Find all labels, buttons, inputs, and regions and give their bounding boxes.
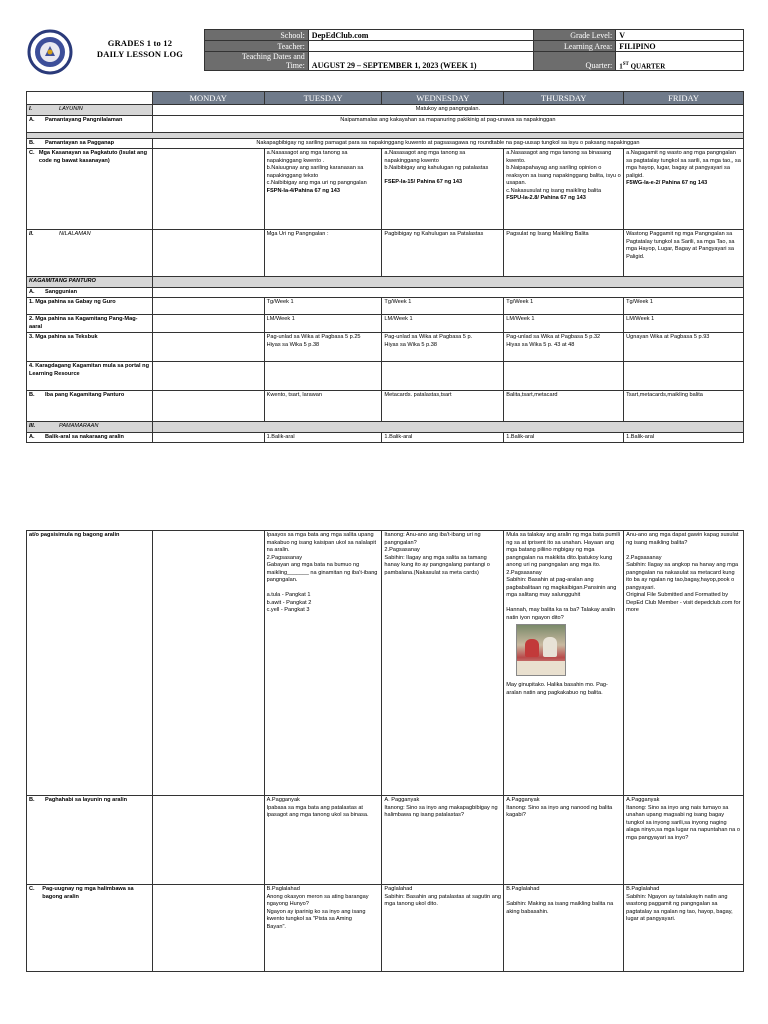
kasanayan-label [27, 149, 153, 230]
kasanayan-friday [624, 149, 744, 230]
kasanayan-friday-text: a.Nagagamit ng wasto ang mga pangngalan sa pagtatalay tungkol sa sarili, sa mga tao,, sa mga hayop, lugar, bagay at pangyayari sa paligid. [626, 150, 741, 179]
paghahabi-thursday: A.Pagganyak Itanong: Sino sa inyo ang nanood ng balita kagabi? [504, 796, 624, 885]
kagamitang-panturo-fill [152, 277, 743, 288]
sanggunian-fill [152, 287, 743, 298]
balik-aral-continuation-row [27, 531, 744, 796]
kasanayan-thursday-text: a.Nasasagot ang mga tanong sa binasang kwento. b.Naipapahayag ang sariling opinion o reaksyon sa isang napakinggang balita, isyu o usapan. c.Nakasusulat ng isang maikling balita [506, 150, 621, 194]
day-tuesday: TUESDAY [264, 92, 382, 105]
sanggunian-label [27, 287, 153, 298]
karagdagang-monday [152, 362, 264, 391]
pag-uugnay-monday [152, 885, 264, 972]
nilalaman-number: II. [29, 231, 34, 237]
pamamaraan-row [27, 422, 744, 433]
teacher-label: Teacher: [205, 41, 309, 52]
balik-aral-label [27, 432, 153, 443]
cont-wednesday: Itanong: Anu-ano ang iba't-ibang uri ng pangngalan? 2.Pagsasanay Sabihin: Ilagay ang mga salita sa tamang hanay kung ito ay pangngalang pantangi o pambalana.(Nakasulat sa meta cards) [382, 531, 504, 796]
paghahabi-tuesday: A.Pagganyak Ipabasa sa mga bata ang patalastas at ipasagot ang mga tanong ukol sa binasa. [264, 796, 382, 885]
cont-monday [152, 531, 264, 796]
teaching-dates-value: AUGUST 29 – SEPTEMBER 1, 2023 (WEEK 1) [308, 52, 534, 71]
nilalaman-tuesday: Mga Uri ng Pangngalan : [264, 230, 382, 277]
kasanayan-monday [152, 149, 264, 230]
pag-uugnay-wednesday: Paglalahad Sabihin: Basahin ang patalastas at sagutin ang mga tanong ukol dito. [382, 885, 504, 972]
row-letter: A. [29, 288, 35, 295]
pamantayang-nilalaman-label [27, 115, 153, 132]
day-header-blank [27, 92, 153, 105]
pag-uugnay-tuesday: B.Paglalahad Anong okasyon meron sa ating barangay ngayong Hunyo? Ngayon ay iparinig ko sa inyo ang isang kwento tungkol sa "Pista sa Aming Bayan". [264, 885, 382, 972]
quarter-text: QUARTER [628, 62, 666, 70]
balik-aral-thursday: 1.Balik-aral [504, 432, 624, 443]
iba-pang-thursday: Balita,tsart,metacard [504, 391, 624, 422]
cont-thursday-text: Mula sa talakay ang aralin ng mga bata pumili ng sa at iprisent ito sa unahan. Hayaan ang mga batang piliino mgbigay ng mga pangngalan na makikita dito.Ipatukoy kung anong uri ng pangngalan ang mga ito. 2.Pagsasanay Sabihin: Basahin at pag-aralan ang pagbabalitaan ng magkaibigan.Pansinin ang mga salitang may salungguhit Hannah, may balita ka ra ba? Talakay aralin natin iyon ngayon dito? [506, 532, 621, 621]
balik-aral-monday [152, 432, 264, 443]
kasanayan-wednesday-text: a.Nasasagot ang mga tanong sa napakinggang kwento b.Naibibigay ang kahulugan ng patalastas [384, 150, 489, 171]
karagdagang-wednesday [382, 362, 504, 391]
layunin-text: Matukoy ang pangngalan. [152, 105, 743, 116]
layunin-row [27, 105, 744, 116]
kagamitang-panturo-row [27, 277, 744, 288]
row-label-text: Sanggunian [45, 288, 78, 295]
iba-pang-wednesday: Metacards. patalastas,tsart [382, 391, 504, 422]
row-label-text: Mga Kasanayan sa Pagkatuto (Isulat ang code ng bawat kasanayan) [38, 150, 148, 164]
layunin-number: I. [29, 106, 33, 112]
kasanayan-tuesday-code: FSPN-Ia-4/Pahina 67 ng 143 [266, 187, 340, 194]
sanggunian-row [27, 287, 744, 298]
row-letter: B. [29, 392, 35, 398]
log-title [76, 38, 204, 60]
cont-thursday-text-bottom: May ginupitako. Halika basahin mo. Pag-aralan natin ang pagkakabuo ng balita. [506, 682, 608, 696]
teksbuk-friday: Ugnayan Wika at Pagbasa 5 p.93 [624, 333, 744, 362]
pamantayan-pagganap-row [27, 138, 744, 149]
kagamitang-mag-aaral-monday [152, 315, 264, 333]
teksbuk-thursday: Pag-unlad sa Wika at Pagbasa 5 p.32 Hiyas sa Wika 5 p. 43 at 48 [504, 333, 624, 362]
day-wednesday: WEDNESDAY [382, 92, 504, 105]
school-value: DepEdClub.com [308, 30, 534, 41]
teaching-dates-label [205, 52, 309, 71]
day-friday: FRIDAY [624, 92, 744, 105]
learning-area-value: FILIPINO [616, 41, 744, 52]
title-line-2: DAILY LESSON LOG [96, 49, 184, 59]
nilalaman-friday: Wastong Paggamit ng mga Pangngalan sa Pagtatalay tungkol sa Sarili, sa mga Tao, sa mga Hayop, Lugar, Bagay at Pangyayari sa Paligid. [624, 230, 744, 277]
karagdagang-friday [624, 362, 744, 391]
karagdagang-kagamitan-label: 4. Karagdagang Kagamitan mula sa portal ng Learning Resource [27, 362, 153, 391]
gabay-guro-row [27, 298, 744, 315]
lesson-log-table-2 [26, 530, 744, 972]
row-letter: B. [29, 139, 35, 146]
pamamaraan-number: III. [29, 423, 36, 429]
day-monday: MONDAY [152, 92, 264, 105]
row-letter: A. [29, 433, 35, 440]
teacher-value [308, 41, 534, 52]
iba-pang-kagamitan-label [27, 391, 153, 422]
kagamitang-panturo-label: KAGAMITANG PANTURO [27, 277, 153, 288]
learning-area-label: Learning Area: [534, 41, 616, 52]
school-label: School: [205, 30, 309, 41]
teaching-dates-label-line2: Time: [285, 61, 305, 70]
quarter-number: 1 [619, 62, 623, 70]
teksbuk-wednesday: Pag-unlad sa Wika at Pagbasa 5 p. Hiyas sa Wika 5 p.38 [382, 333, 504, 362]
cont-friday: Anu-ano ang mga dapat gawin kapag susulat ng isang maikling balita? 2.Pagsasanay Sabihin: Ilagay sa angkop na hanay ang mga pangngalan na nakasulat sa metacard kung ito ba ay ngalan ng tao,bagay,hayop,pook o pangyayari. Original File Submitted and Formatted by DepEd Club Member - visit depedclub.com for more [624, 531, 744, 796]
kasanayan-tuesday-text: a.Nasasagot ang mga tanong sa napakinggang kwento . b.Naiuugnay ang sariling karanasan sa napakinggang teksto c.Naibibigay ang mga uri ng pangngalan [266, 150, 367, 186]
paghahabi-friday: A.Pagganyak Itanong: Sino sa inyo ang nais tumayo sa unahan upang magsabi ng isang bagay tungkol sa inyong sarili,sa inyong naging alaga ninyo,sa mga lugar na napuntahan na o mga pangyayari sa inyo? [624, 796, 744, 885]
pamantayan-pagganap-label [27, 138, 153, 149]
balik-aral-tuesday: 1.Balik-aral [264, 432, 382, 443]
kasanayan-row [27, 149, 744, 230]
gabay-guro-wednesday: Tg/Week 1 [382, 298, 504, 315]
kagamitang-mag-aaral-tuesday: LM/Week 1 [264, 315, 382, 333]
karagdagang-thursday [504, 362, 624, 391]
pamamaraan-fill [152, 422, 743, 433]
karagdagang-tuesday [264, 362, 382, 391]
iba-pang-monday [152, 391, 264, 422]
nilalaman-title: NILALAMAN [59, 231, 91, 237]
pamantayang-nilalaman-row [27, 115, 744, 132]
balik-aral-continuation-label: at/o pagsisimula ng bagong aralin [27, 531, 153, 796]
paghahabi-label [27, 796, 153, 885]
pag-uugnay-thursday: B.Paglalahad Sabihin: Making sa isang maikling balita na aking babasahin. [504, 885, 624, 972]
grade-level-value: V [616, 30, 744, 41]
row-label-text: Pamantayang Pangnilalaman [45, 116, 123, 123]
nilalaman-wednesday: Pagbibigay ng Kahulugan sa Patalastas [382, 230, 504, 277]
balik-aral-row [27, 432, 744, 443]
nilalaman-monday [152, 230, 264, 277]
header-info-table [204, 29, 744, 71]
pamamaraan-label [27, 422, 153, 433]
pamantayan-pagganap-text: Nakapagbibigay ng sariling pamagat para sa napakinggang kuwento at pagsasagawa ng roundtable na pag-uusap tungkol sa isyu o paksang napakinggan [152, 138, 743, 149]
pag-uugnay-label [27, 885, 153, 972]
paghahabi-monday [152, 796, 264, 885]
kasanayan-friday-code: F5WG-Ia-e-2/ Pahina 67 ng 143 [626, 180, 708, 186]
kasanayan-thursday-code: FSPU-Ia-2.8/ Pahina 67 ng 143 [506, 195, 586, 201]
kagamitang-mag-aaral-wednesday: LM/Week 1 [382, 315, 504, 333]
gabay-guro-friday: Tg/Week 1 [624, 298, 744, 315]
row-label-text: Balik-aral sa nakaraang aralin [45, 433, 124, 440]
row-letter: C. [29, 150, 35, 156]
grade-level-label: Grade Level: [534, 30, 616, 41]
kagamitang-mag-aaral-friday: LM/Week 1 [624, 315, 744, 333]
paghahabi-wednesday: A. Pagganyak Itanong: Sino sa inyo ang makapagbibigay ng halimbawa ng isang patalastas? [382, 796, 504, 885]
quarter-suffix: ST [622, 61, 629, 67]
seal-icon [26, 29, 74, 75]
title-line-1: GRADES 1 to 12 [107, 38, 173, 48]
row-label-text: Pag-uugnay ng mga halimbawa sa bagong aralin [42, 886, 134, 900]
balik-aral-friday: 1.Balik-aral [624, 432, 744, 443]
row-label-text: Paghahabi sa layunin ng aralin [45, 797, 128, 803]
pamantayang-nilalaman-text: Naipamamalas ang kakayahan sa mapanuring pakikinig at pag-unawa sa napakinggan [152, 115, 743, 132]
gabay-guro-tuesday: Tg/Week 1 [264, 298, 382, 315]
balik-aral-wednesday: 1.Balik-aral [382, 432, 504, 443]
gabay-guro-monday [152, 298, 264, 315]
karagdagang-kagamitan-row [27, 362, 744, 391]
layunin-title: LAYUNIN [59, 106, 83, 112]
kagamitang-mag-aaral-label: 2. Mga pahina sa Kagamitang Pang-Mag-aaral [27, 315, 153, 333]
paghahabi-row [27, 796, 744, 885]
students-reading-photo [516, 624, 566, 676]
row-label-text: Iba pang Kagamitang Panturo [45, 392, 125, 398]
lesson-log-table-1 [26, 91, 744, 443]
row-label-text: Pamantayan sa Pagganap [45, 139, 115, 146]
layunin-label [27, 105, 153, 116]
teksbuk-row [27, 333, 744, 362]
cont-thursday [504, 531, 624, 796]
kasanayan-wednesday-code: FSEP-Ia-15/ Pahina 67 ng 143 [384, 178, 463, 185]
teksbuk-label: 3. Mga pahina sa Teksbuk [27, 333, 153, 362]
iba-pang-tuesday: Kwento, tsart, larawan [264, 391, 382, 422]
deped-seal-logo [26, 29, 74, 75]
gabay-guro-thursday: Tg/Week 1 [504, 298, 624, 315]
row-letter: B. [29, 797, 35, 803]
quarter-label: Quarter: [534, 52, 616, 71]
kasanayan-thursday [504, 149, 624, 230]
iba-pang-friday: Tsart,metacards,maikling balita [624, 391, 744, 422]
kasanayan-tuesday [264, 149, 382, 230]
teaching-dates-label-line1: Teaching Dates and [241, 52, 305, 61]
iba-pang-kagamitan-row [27, 391, 744, 422]
pag-uugnay-friday: B.Paglalahad Sabihin: Ngayon ay tatalakayin natin ang wastong paggamit ng pangngalan sa pagtatalay sa ngalan ng tao, hayop, bagay, lugar at pangyayari. [624, 885, 744, 972]
cont-tuesday: Ipaayos sa mga bata ang mga salita upang makabuo ng isang kaisipan ukol sa nalalapit na aralin. 2.Pagsasanay Gabayan ang mga bata na bumuo ng maikling_______ na ginamitan ng iba't-ibang pangngalan. a.tula - Pangkat 1 b.awit - Pangkat 2 c.yell - Pangkat 3 [264, 531, 382, 796]
nilalaman-label [27, 230, 153, 277]
pag-uugnay-row [27, 885, 744, 972]
day-header-row [27, 92, 744, 105]
nilalaman-row [27, 230, 744, 277]
kagamitang-mag-aaral-row [27, 315, 744, 333]
gabay-guro-label: 1. Mga pahina sa Gabay ng Guro [27, 298, 153, 315]
teksbuk-tuesday: Pag-unlad sa Wika at Pagbasa 5 p.25 Hiyas sa Wika 5 p.38 [264, 333, 382, 362]
teksbuk-monday [152, 333, 264, 362]
quarter-value [616, 52, 744, 71]
nilalaman-thursday: Pagsulat ng Isang Maikling Balita [504, 230, 624, 277]
row-letter: A. [29, 116, 35, 123]
row-letter: C. [29, 886, 35, 892]
kasanayan-wednesday [382, 149, 504, 230]
day-thursday: THURSDAY [504, 92, 624, 105]
kagamitang-mag-aaral-thursday: LM/Week 1 [504, 315, 624, 333]
pamamaraan-title: PAMAMARAAN [59, 423, 99, 429]
